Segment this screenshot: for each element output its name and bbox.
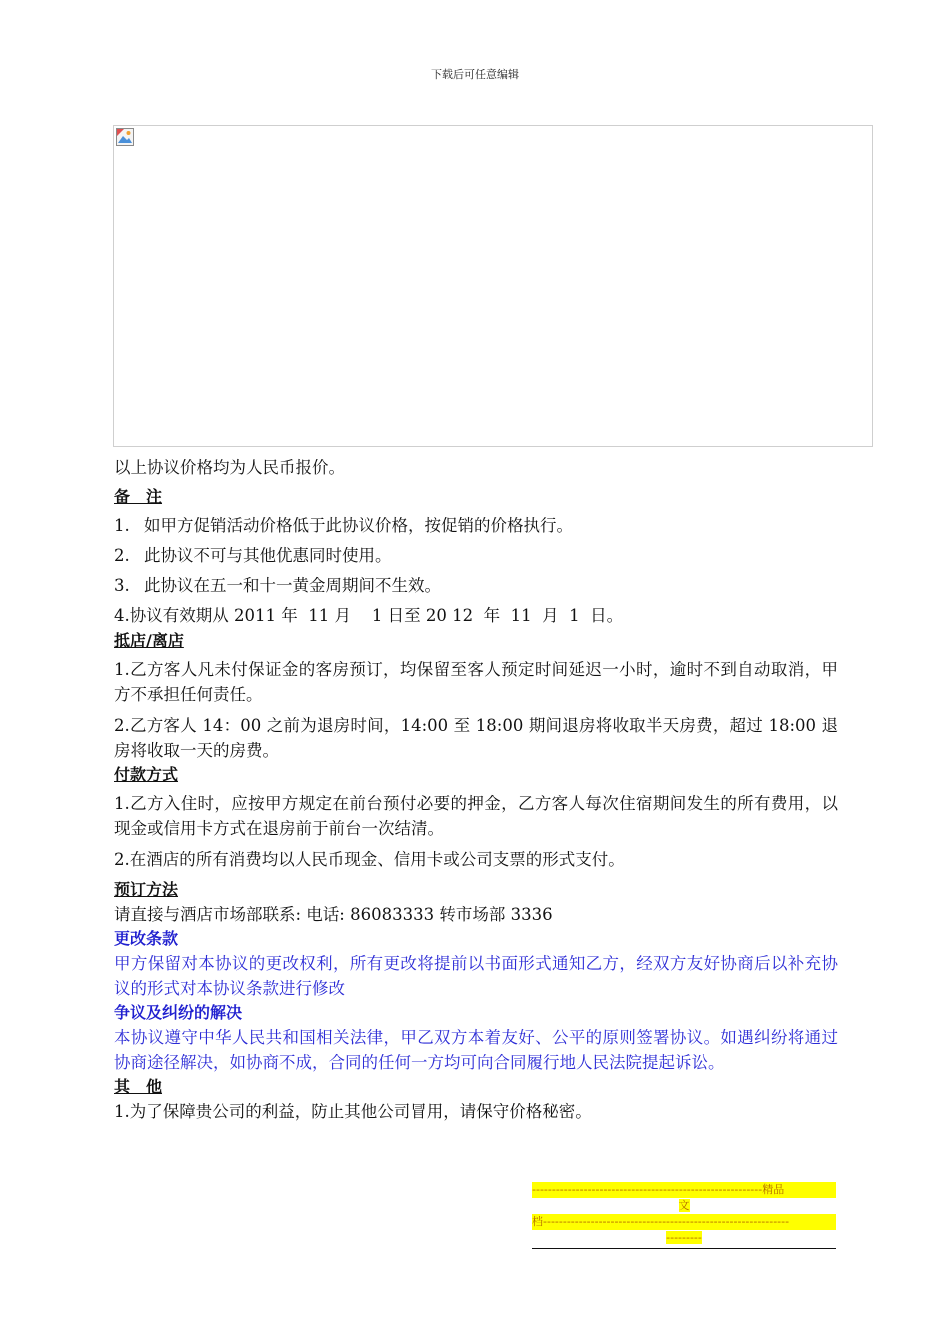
checkin-heading: 抵店/离店: [114, 631, 184, 650]
checkin-item: 1.乙方客人凡未付保证金的客房预订，均保留至客人预定时间延迟一小时，逾时不到自动取消，甲方不承担任何责任。: [114, 660, 838, 704]
embedded-image-placeholder: [113, 125, 873, 447]
remarks-heading: 备 注: [114, 487, 163, 506]
remark-item: 2. 此协议不可与其他优惠同时使用。: [114, 546, 392, 565]
page-header: 下载后可任意编辑: [431, 68, 519, 81]
stamp-line: 文: [678, 1199, 690, 1212]
dispute-text: 本协议遵守中华人民共和国相关法律，甲乙双方本着友好、公平的原则签署协议。如遇纠纷将通过协商途径解决，如协商不成，合同的任何一方均可向合同履行地人民法院提起诉讼。: [114, 1028, 838, 1072]
checkin-item: 2.乙方客人 14：00 之前为退房时间，14:00 至 18:00 期间退房将收取半天房费，超过 18:00 退房将收取一天的房费。: [114, 716, 838, 760]
booking-text: 请直接与酒店市场部联系: 电话: 86083333 转市场部 3336: [114, 905, 553, 924]
other-text: 1.为了保障贵公司的利益，防止其他公司冒用，请保守价格秘密。: [114, 1102, 592, 1121]
amendment-heading: 更改条款: [114, 929, 179, 948]
booking-heading: 预订方法: [114, 880, 179, 899]
broken-image-icon: [116, 128, 134, 146]
remark-item: 3. 此协议在五一和十一黄金周期间不生效。: [114, 576, 441, 595]
payment-item: 2.在酒店的所有消费均以人民币现金、信用卡或公司支票的形式支付。: [114, 850, 625, 869]
document-body: [114, 455, 838, 1124]
stamp-line: 档--------------------------------------------------------------: [532, 1214, 836, 1230]
validity-period: 4.协议有效期从 2011 年 11 月 1 日至 20 12 年 11 月 1 日。: [114, 606, 624, 625]
payment-item: 1.乙方入住时，应按甲方规定在前台预付必要的押金，乙方客人每次住宿期间发生的所有费用，以现金或信用卡方式在退房前于前台一次结清。: [114, 794, 838, 838]
stamp-line: ---------: [666, 1231, 702, 1244]
stamp-line: ----------------------------------------------------------精品: [532, 1182, 836, 1198]
stamp-divider: [532, 1248, 836, 1249]
dispute-heading: 争议及纠纷的解决: [114, 1003, 243, 1022]
payment-heading: 付款方式: [114, 765, 179, 784]
amendment-text: 甲方保留对本协议的更改权利，所有更改将提前以书面形式通知乙方，经双方友好协商后以补充协议的形式对本协议条款进行修改: [114, 954, 838, 998]
remark-item: 1. 如甲方促销活动价格低于此协议价格，按促销的价格执行。: [114, 516, 573, 535]
price-note: 以上协议价格均为人民币报价。: [114, 458, 345, 477]
other-heading: 其 他: [114, 1077, 163, 1096]
watermark-stamp: [532, 1182, 836, 1249]
